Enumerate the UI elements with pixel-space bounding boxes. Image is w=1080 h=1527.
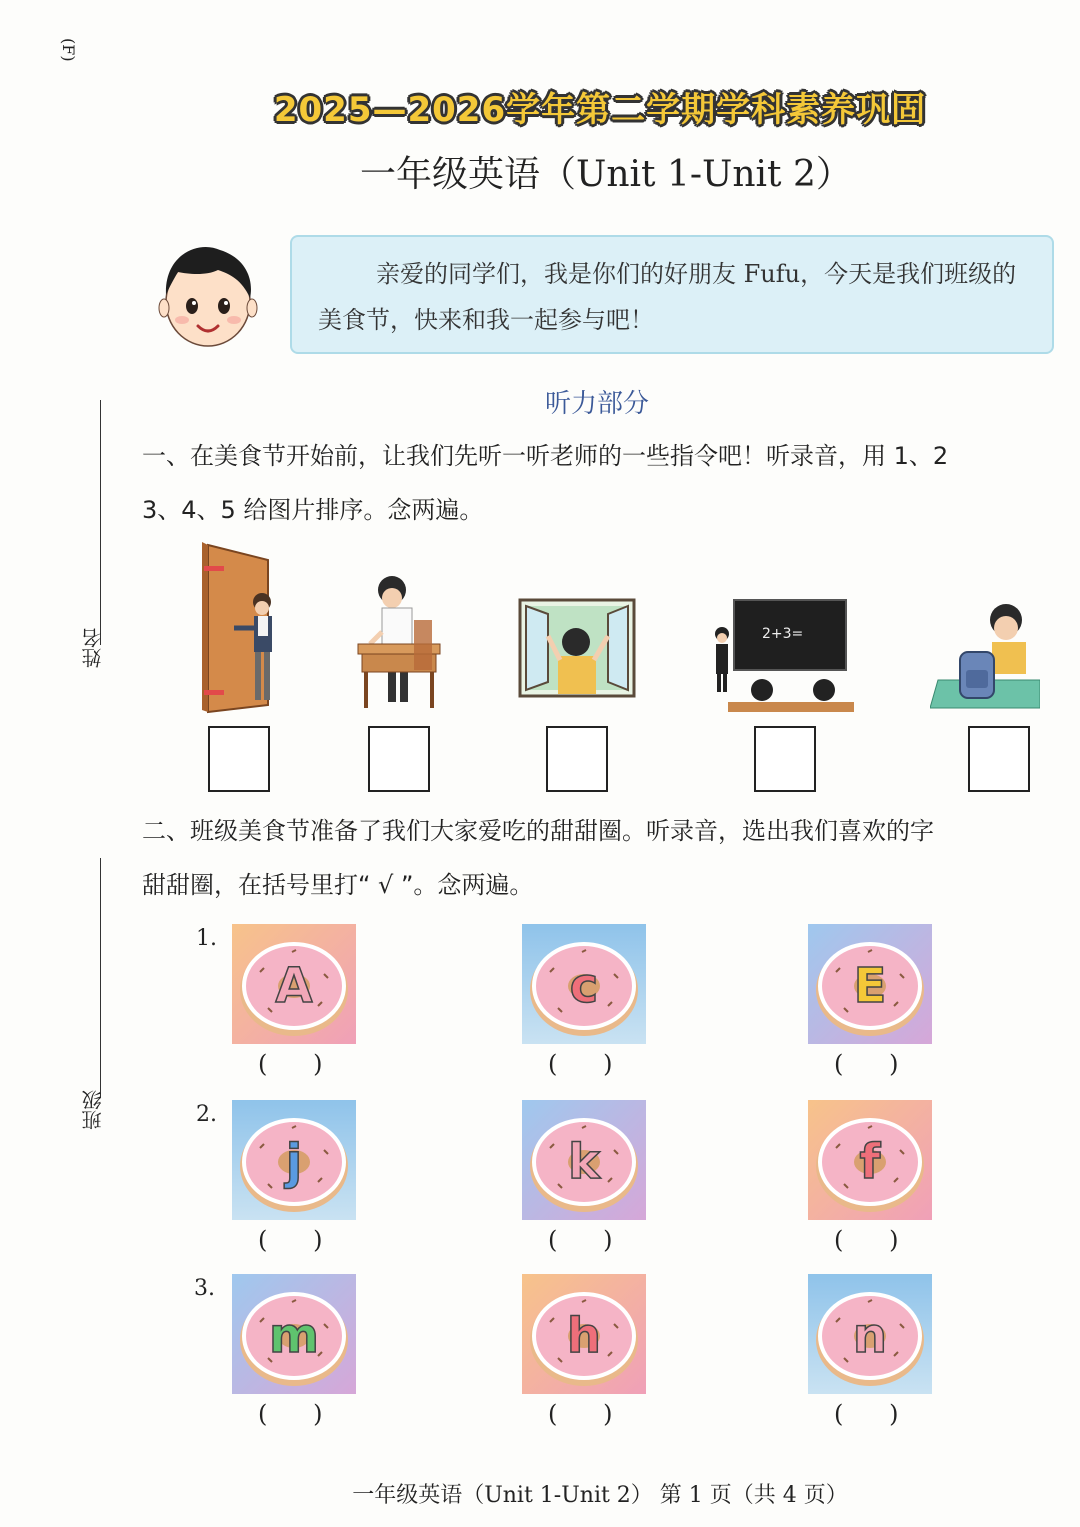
donut-letter: f: [859, 1134, 881, 1190]
answer-parentheses[interactable]: ( ): [258, 1226, 323, 1254]
donut-icon: [808, 1274, 932, 1394]
donut-letter: h: [566, 1308, 602, 1364]
q1-instruction-line1: 一、在美食节开始前，让我们先听一听老师的一些指令吧！听录音，用 1、2: [142, 442, 949, 470]
picture-open-window: [518, 598, 636, 698]
donut-letter: k: [568, 1134, 600, 1190]
donut-picture: [522, 1274, 646, 1394]
answer-parentheses[interactable]: ( ): [834, 1050, 899, 1078]
board-math-text: 2+3=: [762, 626, 804, 642]
donut-icon: [232, 1274, 356, 1394]
picture-look-at-board: [706, 598, 856, 716]
main-title: 2025—2026学年第二学期学科素养巩固: [273, 90, 927, 130]
donut-picture: [232, 1100, 356, 1220]
answer-parentheses[interactable]: ( ): [834, 1400, 899, 1428]
answer-parentheses[interactable]: ( ): [834, 1226, 899, 1254]
donut-icon: [808, 1100, 932, 1220]
answer-box-1[interactable]: [208, 726, 270, 792]
donut-picture: [522, 1100, 646, 1220]
donut-icon: [232, 1100, 356, 1220]
donut-icon: [232, 924, 356, 1044]
answer-box-2[interactable]: [368, 726, 430, 792]
donut-question-number: 2.: [196, 1102, 217, 1127]
answer-box-3[interactable]: [546, 726, 608, 792]
intro-bubble: [290, 235, 1054, 354]
class-label: 班级: [81, 1090, 105, 1130]
donut-picture: [522, 924, 646, 1044]
answer-parentheses[interactable]: ( ): [258, 1400, 323, 1428]
donut-icon: [808, 924, 932, 1044]
picture-open-door: [198, 540, 288, 715]
donut-icon: [522, 1100, 646, 1220]
donut-letter: E: [853, 958, 887, 1014]
answer-parentheses[interactable]: ( ): [548, 1050, 613, 1078]
q1-instruction-line2: 3、4、5 给图片排序。念两遍。: [142, 496, 484, 524]
donut-question-number: 1.: [196, 926, 217, 951]
donut-picture: [808, 924, 932, 1044]
donut-letter: c: [569, 958, 599, 1014]
page-footer: 一年级英语（Unit 1-Unit 2） 第 1 页（共 4 页）: [352, 1483, 848, 1508]
donut-icon: [522, 1274, 646, 1394]
answer-box-4[interactable]: [754, 726, 816, 792]
donut-picture: [808, 1100, 932, 1220]
intro-text: 亲爱的同学们，我是你们的好朋友 Fufu，今天是我们班级的美食节，快来和我一起参与吧！: [318, 260, 1017, 334]
name-label: 姓名: [81, 628, 105, 668]
donut-letter: m: [268, 1308, 320, 1364]
donut-letter: j: [285, 1134, 303, 1190]
q2-instruction-line1: 二、班级美食节准备了我们大家爱吃的甜甜圈。听录音，选出我们喜欢的字: [142, 817, 934, 845]
answer-parentheses[interactable]: ( ): [548, 1226, 613, 1254]
sub-title: 一年级英语（Unit 1-Unit 2）: [360, 154, 852, 195]
donut-icon: [522, 924, 646, 1044]
q2-instruction-line2: 甜甜圈，在括号里打“ √ ”。念两遍。: [142, 871, 534, 899]
answer-box-5[interactable]: [968, 726, 1030, 792]
donut-picture: [232, 924, 356, 1044]
fufu-avatar: [158, 240, 258, 350]
donut-picture: [232, 1274, 356, 1394]
section-heading-listening: 听力部分: [545, 389, 650, 419]
answer-parentheses[interactable]: ( ): [258, 1050, 323, 1078]
picture-pack-bag: [930, 598, 1040, 716]
picture-clean-desk: [352, 572, 448, 712]
donut-letter: A: [275, 958, 313, 1014]
donut-letter: n: [852, 1308, 888, 1364]
corner-mark: (F): [59, 38, 78, 62]
donut-picture: [808, 1274, 932, 1394]
donut-question-number: 3.: [194, 1276, 215, 1301]
answer-parentheses[interactable]: ( ): [548, 1400, 613, 1428]
class-line: [100, 858, 101, 1098]
name-line: [100, 400, 101, 645]
